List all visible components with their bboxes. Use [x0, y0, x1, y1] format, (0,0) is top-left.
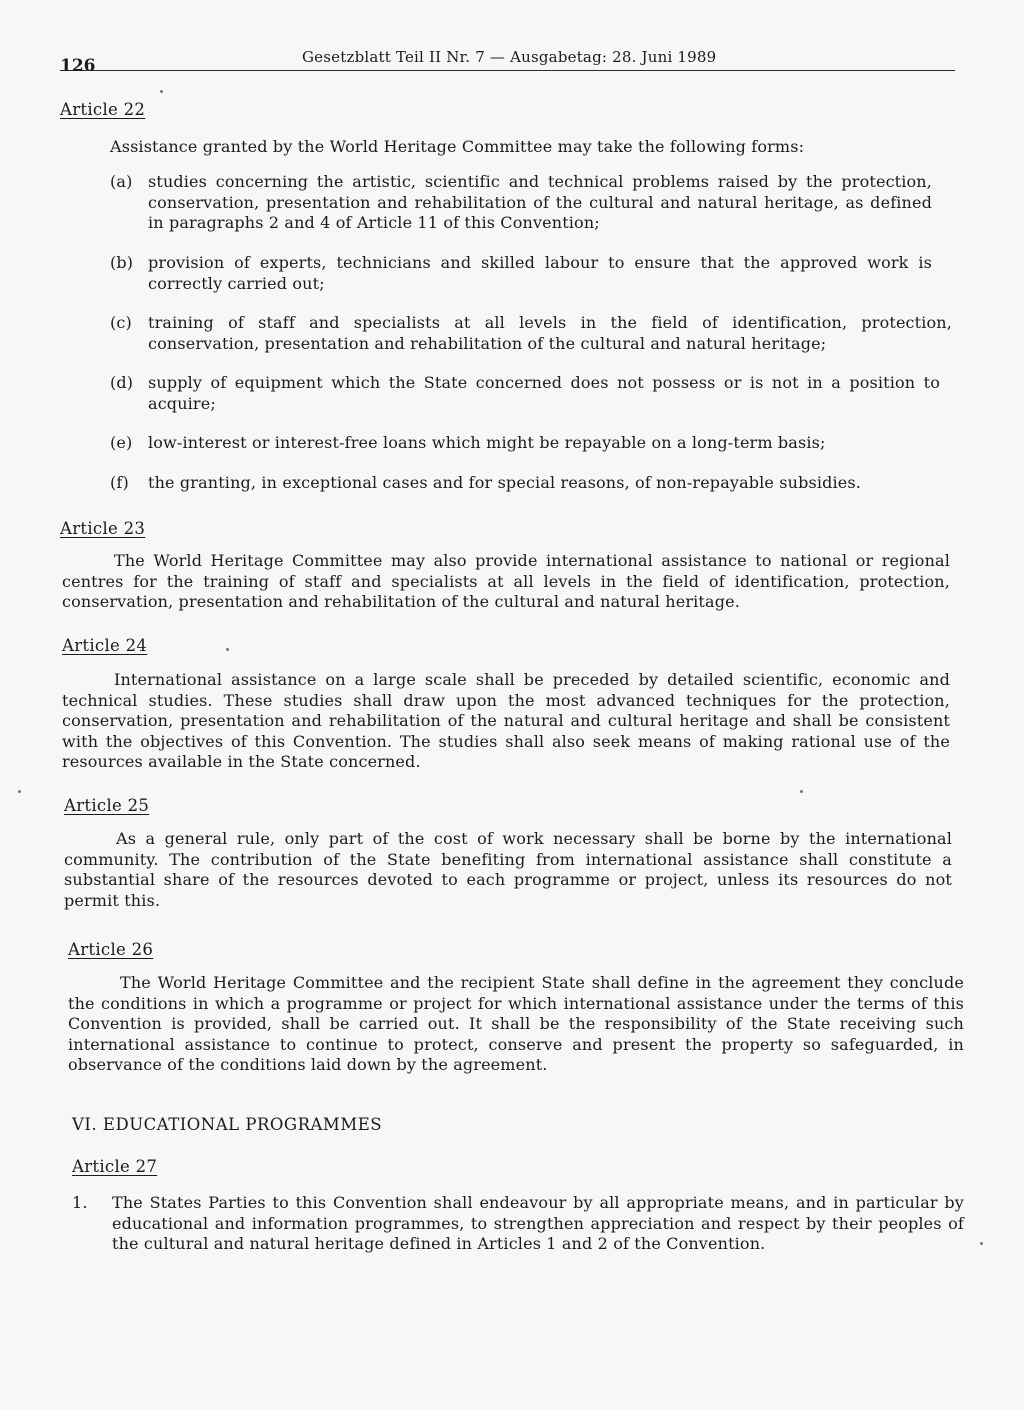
item-marker: (c) — [110, 313, 132, 332]
item-marker: (d) — [110, 373, 134, 392]
item-text: the granting, in exceptional cases and for special reasons, of non-repayable subsidies. — [148, 473, 861, 492]
article-23-heading: Article 23 — [60, 519, 146, 538]
item-marker: 1. — [72, 1193, 88, 1212]
article-26-text: The World Heritage Committee and the recipient State shall define in the agreement they conclude the conditions in which a programme or project for which international assistance under the terms of this Convention is provided, shall be carried out. It shall be the responsibility of the State receiving such international assistance to continue to protect, conserve and present the property so safeguarded, in observance of the conditions laid down by the agreement. — [68, 973, 964, 1074]
scan-speck — [18, 790, 21, 793]
item-marker: (e) — [110, 433, 133, 452]
article-22-item-d — [110, 373, 940, 415]
item-text: The States Parties to this Convention shall endeavour by all appropriate means, and in particular by educational and information programmes, to strengthen appreciation and respect by their peoples of the cultural and natural heritage defined in Articles 1 and 2 of the Convention. — [112, 1193, 964, 1253]
article-22-item-e — [110, 433, 950, 455]
running-head: Gesetzblatt Teil II Nr. 7 — Ausgabetag: 28. Juni 1989 — [302, 48, 717, 66]
section-title: VI. EDUCATIONAL PROGRAMMES — [72, 1115, 383, 1134]
article-22-item-c — [110, 313, 952, 355]
article-26-heading: Article 26 — [68, 940, 154, 959]
item-text: provision of experts, technicians and skilled labour to ensure that the approved work is correctly carried out; — [148, 253, 932, 293]
item-text: low-interest or interest-free loans which might be repayable on a long-term basis; — [148, 433, 826, 452]
item-text: studies concerning the artistic, scientific and technical problems raised by the protection, conservation, presentation and rehabilitation of the cultural and natural heritage, as defined in paragraphs 2 and 4 of Article 11 of this Convention; — [148, 172, 932, 232]
article-27-heading: Article 27 — [72, 1157, 158, 1176]
article-22-item-b — [110, 253, 932, 295]
item-marker: (b) — [110, 253, 134, 272]
scan-speck — [226, 648, 229, 651]
scan-speck — [160, 90, 163, 93]
article-25-text: As a general rule, only part of the cost of work necessary shall be borne by the international community. The contribution of the State benefiting from international assistance shall constitute a substantial share of the resources devoted to each programme or project, unless its resources do not permit this. — [64, 829, 952, 910]
article-27-item-1 — [72, 1193, 964, 1257]
article-23-text: The World Heritage Committee may also provide international assistance to national or regional centres for the training of staff and specialists at all levels in the field of identification, protection, conservation, presentation and rehabilitation of the cultural and natural heritage. — [62, 551, 950, 611]
article-22-intro: Assistance granted by the World Heritage Committee may take the following forms: — [110, 137, 805, 156]
article-24-text: International assistance on a large scale shall be preceded by detailed scientific, economic and technical studies. These studies shall draw upon the most advanced techniques for the protection, conservation, presentation and rehabilitation of the natural and cultural heritage and shall be consistent with the objectives of this Convention. The studies shall also seek means of making rational use of the resources available in the State concerned. — [62, 670, 950, 771]
article-24-heading: Article 24 — [62, 636, 148, 655]
page-number: 126 — [60, 56, 96, 76]
scan-speck — [800, 790, 803, 793]
article-22-item-a — [110, 172, 932, 234]
article-25-heading: Article 25 — [64, 796, 150, 815]
page-header — [60, 44, 955, 76]
item-marker: (f) — [110, 473, 129, 492]
scan-speck — [980, 1242, 983, 1245]
item-text: training of staff and specialists at all levels in the field of identification, protection, conservation, presentation and rehabilitation of the cultural and natural heritage; — [148, 313, 952, 353]
item-text: supply of equipment which the State concerned does not possess or is not in a position to acquire; — [148, 373, 940, 413]
article-22-item-f — [110, 473, 950, 495]
article-22-heading: Article 22 — [60, 100, 146, 119]
item-marker: (a) — [110, 172, 133, 191]
